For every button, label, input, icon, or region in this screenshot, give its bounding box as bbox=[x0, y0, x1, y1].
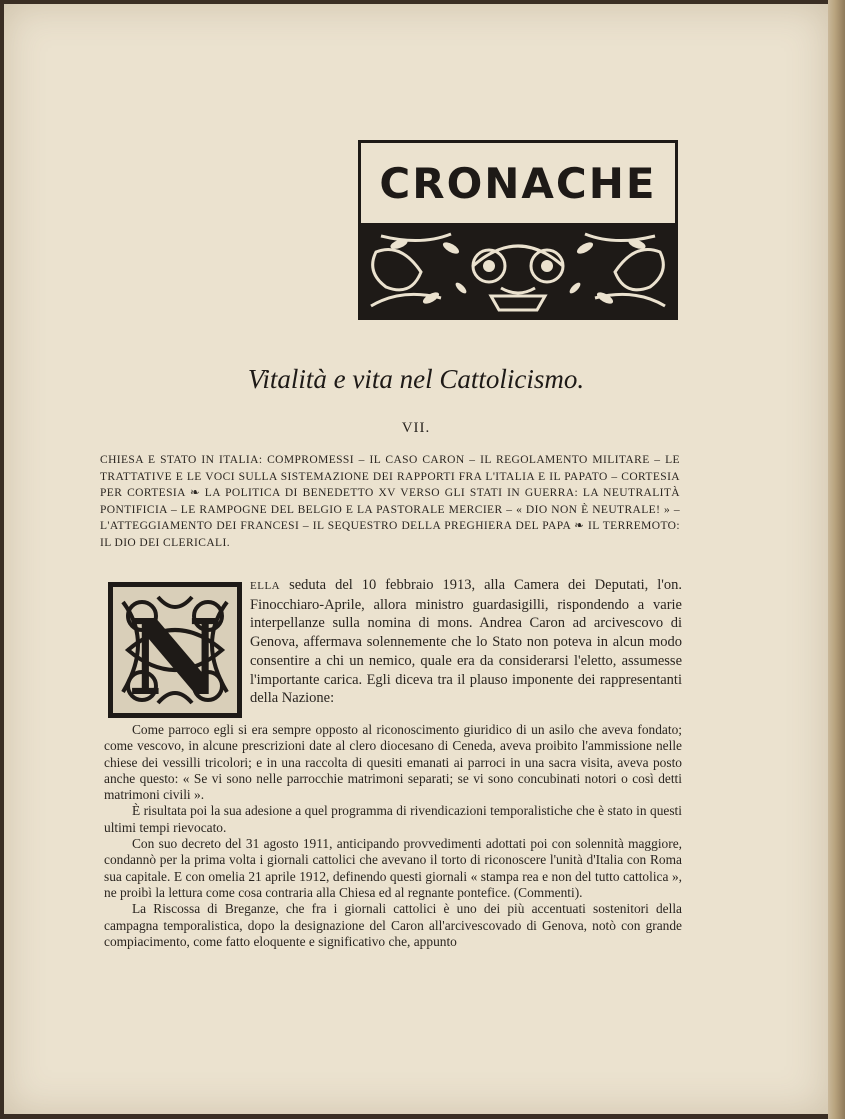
intro-text: seduta del 10 febbraio 1913, alla Camera dei Deputati, l'on. Finocchiaro-Aprile, allora ministro guardasigilli, rispondendo a varie interpellanze sulla nomina di mons. Andrea Caron ad arcivescovo di Genova, affermava solennemente che lo Stato non poteva in alcun modo consentire a chi un nemico, quale era da considerarsi l'eletto, assumesse l'importante carica. Egli diceva tra il plauso imponente dei rappresentanti della Nazione: bbox=[250, 577, 682, 707]
page-title: CRONACHE bbox=[379, 158, 657, 208]
section-number: VII. bbox=[401, 420, 431, 436]
body-paragraph: La Riscossa di Breganze, che fra i giornali cattolici è uno dei più accentuati sostenitori della campagna temporalistica, dopo la designazione del Caron all'arcivescovado di Genova, notò con grande compiacimento, come fatto eloquente e significativo che, appunto bbox=[104, 901, 682, 949]
drop-cap-letter: N bbox=[127, 596, 223, 718]
quote-paragraph: Con suo decreto del 31 agosto 1911, anticipando provvedimenti adottati poi con solennità maggiore, condannò per la prima volta i giornali cattolici che avevano il torto di riconoscere l'unità d'Italia con Roma sua capitale. E con omelia 21 aprile 1912, definendo questi giornali « stampa rea e non del tutto cattolica », ne proibì la lettura come cosa contraria alla Chiesa ed al regnante pontefice. (Commenti). bbox=[104, 836, 682, 900]
drop-cap-ornament bbox=[108, 582, 242, 718]
page bbox=[4, 4, 828, 1114]
chapter-summary: CHIESA E STATO IN ITALIA: COMPROMESSI – IL CASO CARON – IL REGOLAMENTO MILITARE – LE TRATTATIVE E LE VOCI SULLA SISTEMAZIONE DEI RAPPORTI FRA L'ITALIA E IL PAPATO – CORTESIA PER CORTESIA ❧ LA POLITICA DI BENEDETTO XV VERSO GLI STATI IN GUERRA: LA NEUTRALITÀ PONTIFICIA – LE RAMPOGNE DEL BELGIO E LA PASTORALE MERCIER – « DIO NON È NEUTRALE! » – L'ATTEGGIAMENTO DEI FRANCESI – IL SEQUESTRO DELLA PREGHIERA DEL PAPA ❧ IL TERREMOTO: IL DIO DEI CLERICALI. bbox=[100, 454, 680, 549]
article-title: Vitalità e vita nel Cattolicismo. bbox=[247, 364, 585, 394]
intro-paragraph bbox=[250, 576, 682, 708]
body-text bbox=[104, 722, 682, 950]
quote-paragraph: È risultata poi la sua adesione a quel programma di rivendicazioni temporalistiche che è stato in questi ultimi tempi rievocato. bbox=[104, 803, 682, 835]
quote-paragraph: Come parroco egli si era sempre opposto al riconoscimento giuridico di un asilo che aveva fondato; come vescovo, in alcune prescrizioni date al clero diocesano di Ceneda, aveva proibito l'ammissione nelle chiese dei vessilli tricolori; e in una raccolta di quesiti emanati ai parroci in una sacra visita, aveva posto anche questo: « Se vi sono nelle parrocchie matrimoni separati; se vi sono concubinati notori o così detti matrimoni civili ». bbox=[104, 722, 682, 803]
page-edge bbox=[828, 0, 845, 1119]
drop-cap-tail: ELLA bbox=[250, 580, 281, 592]
header-box bbox=[358, 140, 678, 320]
header-ornament-icon bbox=[361, 223, 675, 317]
